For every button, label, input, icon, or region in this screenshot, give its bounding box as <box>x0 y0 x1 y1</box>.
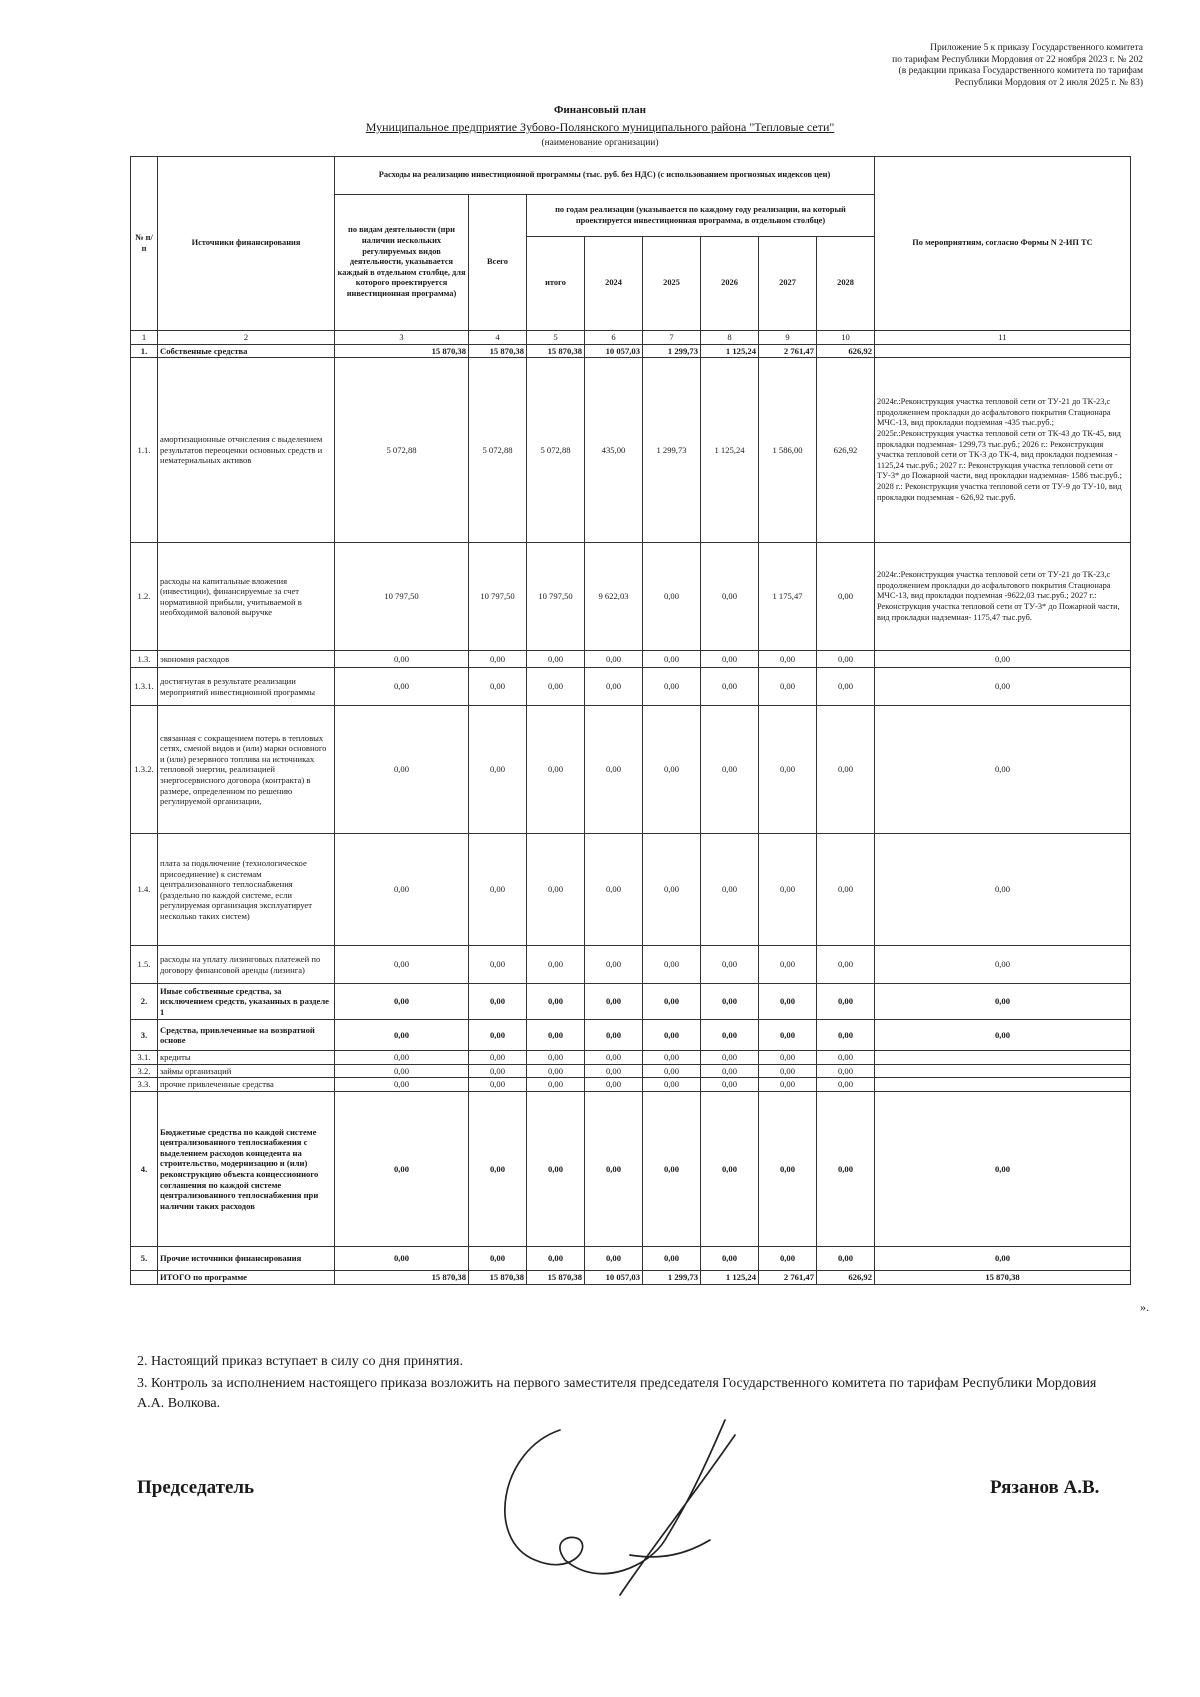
row-measure-note: 0,00 <box>875 946 1131 984</box>
row-value-y2028: 0,00 <box>817 1246 875 1270</box>
row-value-y2028: 626,92 <box>817 344 875 358</box>
organization-name-text: Муниципальное предприятие Зубово-Полянского муниципального района "Тепловые сети" <box>365 120 835 134</box>
row-value-y2025: 0,00 <box>643 1051 701 1065</box>
row-value-y2026: 1 125,24 <box>701 344 759 358</box>
row-value-total: 0,00 <box>469 1078 527 1092</box>
row-source-label: Собственные средства <box>158 344 335 358</box>
row-value-y2025: 0,00 <box>643 651 701 668</box>
row-value-y2026: 1 125,24 <box>701 1270 759 1284</box>
row-value-y2027: 0,00 <box>759 984 817 1020</box>
row-measure-note <box>875 344 1131 358</box>
row-value-y2025: 0,00 <box>643 984 701 1020</box>
row-value-y2026: 0,00 <box>701 984 759 1020</box>
row-value-y2027: 0,00 <box>759 668 817 706</box>
row-number: 1.1. <box>131 358 158 543</box>
row-value-y2025: 0,00 <box>643 946 701 984</box>
row-measure-note: 0,00 <box>875 668 1131 706</box>
row-source-label: прочие привлеченные средства <box>158 1078 335 1092</box>
column-number: 1 <box>131 331 158 345</box>
row-value-y2027: 1 175,47 <box>759 543 817 651</box>
row-number: 4. <box>131 1091 158 1246</box>
row-number: 1.3. <box>131 651 158 668</box>
row-number: 3. <box>131 1020 158 1051</box>
row-value-y2026: 0,00 <box>701 1091 759 1246</box>
row-value-y2024: 0,00 <box>585 668 643 706</box>
row-value-itogo: 0,00 <box>527 984 585 1020</box>
row-value-y2025: 1 299,73 <box>643 358 701 543</box>
document-title: Финансовый план <box>553 104 647 116</box>
row-value-activity: 0,00 <box>335 1091 469 1246</box>
row-value-y2026: 1 125,24 <box>701 358 759 543</box>
row-value-y2026: 0,00 <box>701 706 759 834</box>
row-measure-note: 0,00 <box>875 834 1131 946</box>
table-row <box>131 834 1131 946</box>
row-value-activity: 0,00 <box>335 984 469 1020</box>
row-value-y2028: 0,00 <box>817 1091 875 1246</box>
table-row <box>131 358 1131 543</box>
row-value-y2028: 0,00 <box>817 706 875 834</box>
row-value-itogo: 0,00 <box>527 1064 585 1078</box>
row-value-y2028: 0,00 <box>817 1051 875 1065</box>
row-source-label: достигнутая в результате реализации мероприятий инвестиционной программы <box>158 668 335 706</box>
table-body <box>131 344 1131 1284</box>
row-value-itogo: 0,00 <box>527 706 585 834</box>
row-value-total: 0,00 <box>469 1051 527 1065</box>
row-value-y2026: 0,00 <box>701 1051 759 1065</box>
table-row <box>131 1020 1131 1051</box>
row-number: 3.3. <box>131 1078 158 1092</box>
table-row <box>131 946 1131 984</box>
row-value-y2028: 0,00 <box>817 946 875 984</box>
signatory-name: Рязанов А.В. <box>990 1477 1100 1498</box>
header-year: 2026 <box>701 237 759 331</box>
row-value-y2026: 0,00 <box>701 651 759 668</box>
row-value-activity: 0,00 <box>335 668 469 706</box>
row-value-total: 0,00 <box>469 706 527 834</box>
header-num: № п/п <box>131 157 158 331</box>
header-year: 2027 <box>759 237 817 331</box>
row-value-total: 10 797,50 <box>469 543 527 651</box>
row-value-total: 15 870,38 <box>469 1270 527 1284</box>
row-value-y2025: 0,00 <box>643 1091 701 1246</box>
appendix-line: по тарифам Республики Мордовия от 22 ноября 2023 г. № 202 <box>892 54 1143 65</box>
column-number: 9 <box>759 331 817 345</box>
table-row <box>131 1091 1131 1246</box>
row-number: 5. <box>131 1246 158 1270</box>
row-source-label: Прочие источники финансирования <box>158 1246 335 1270</box>
row-value-activity: 0,00 <box>335 1078 469 1092</box>
row-value-itogo: 0,00 <box>527 651 585 668</box>
row-value-y2028: 0,00 <box>817 1064 875 1078</box>
handwritten-signature <box>480 1390 810 1610</box>
row-value-y2028: 0,00 <box>817 1078 875 1092</box>
row-source-label: расходы на уплату лизинговых платежей по договору финансовой аренды (лизинга) <box>158 946 335 984</box>
appendix-header <box>743 43 1143 89</box>
row-value-y2025: 0,00 <box>643 1078 701 1092</box>
row-number: 3.1. <box>131 1051 158 1065</box>
row-value-y2026: 0,00 <box>701 1246 759 1270</box>
row-value-y2026: 0,00 <box>701 1020 759 1051</box>
row-value-y2027: 2 761,47 <box>759 1270 817 1284</box>
row-source-label: ИТОГО по программе <box>158 1270 335 1284</box>
header-by-years: по годам реализации (указывается по каждому году реализации, на который проектируется инвестиционная программа, в отдельном столбце) <box>527 195 875 237</box>
row-value-y2027: 0,00 <box>759 834 817 946</box>
row-source-label: Средства, привлеченные на возвратной основе <box>158 1020 335 1051</box>
appendix-line: Республики Мордовия от 2 июля 2025 г. № 83) <box>954 77 1143 88</box>
header-measures: По мероприятиям, согласно Формы N 2-ИП ТС <box>875 157 1131 331</box>
row-value-y2027: 0,00 <box>759 651 817 668</box>
row-value-y2024: 0,00 <box>585 706 643 834</box>
row-value-y2028: 0,00 <box>817 668 875 706</box>
table-row <box>131 1078 1131 1092</box>
row-measure-note <box>875 1064 1131 1078</box>
organization-name <box>0 120 1200 135</box>
table-row <box>131 668 1131 706</box>
row-source-label: займы организаций <box>158 1064 335 1078</box>
row-source-label: расходы на капитальные вложения (инвестиции), финансируемые за счет нормативной прибыли, учитываемой в необходимой валовой выручке <box>158 543 335 651</box>
row-value-activity: 0,00 <box>335 706 469 834</box>
row-value-y2025: 0,00 <box>643 543 701 651</box>
column-number: 3 <box>335 331 469 345</box>
row-value-y2027: 2 761,47 <box>759 344 817 358</box>
row-value-y2028: 0,00 <box>817 834 875 946</box>
row-value-y2024: 0,00 <box>585 1020 643 1051</box>
column-number: 7 <box>643 331 701 345</box>
column-number: 2 <box>158 331 335 345</box>
row-value-y2025: 0,00 <box>643 834 701 946</box>
appendix-line: (в редакции приказа Государственного комитета по тарифам <box>898 66 1143 76</box>
row-value-y2027: 0,00 <box>759 946 817 984</box>
row-value-y2027: 0,00 <box>759 1246 817 1270</box>
row-value-y2028: 0,00 <box>817 543 875 651</box>
row-value-activity: 15 870,38 <box>335 1270 469 1284</box>
table-row <box>131 651 1131 668</box>
row-value-y2028: 0,00 <box>817 1020 875 1051</box>
table-row <box>131 706 1131 834</box>
header-expenses: Расходы на реализацию инвестиционной программы (тыс. руб. без НДС) (с использованием прогнозных индексов цен) <box>335 157 875 195</box>
column-number: 11 <box>875 331 1131 345</box>
row-value-y2026: 0,00 <box>701 668 759 706</box>
row-value-y2024: 0,00 <box>585 1246 643 1270</box>
row-value-y2027: 0,00 <box>759 706 817 834</box>
table-row <box>131 1270 1131 1284</box>
row-value-total: 15 870,38 <box>469 344 527 358</box>
row-value-y2028: 626,92 <box>817 1270 875 1284</box>
row-value-y2025: 1 299,73 <box>643 1270 701 1284</box>
organization-caption: (наименование организации) <box>541 138 659 148</box>
row-value-activity: 0,00 <box>335 946 469 984</box>
row-value-total: 0,00 <box>469 668 527 706</box>
row-value-itogo: 15 870,38 <box>527 1270 585 1284</box>
row-measure-note <box>875 1051 1131 1065</box>
row-number: 3.2. <box>131 1064 158 1078</box>
row-measure-note <box>875 1078 1131 1092</box>
signatory-position: Председатель <box>137 1477 255 1498</box>
row-value-y2024: 0,00 <box>585 1091 643 1246</box>
row-measure-note: 15 870,38 <box>875 1270 1131 1284</box>
row-value-y2027: 0,00 <box>759 1020 817 1051</box>
row-value-activity: 0,00 <box>335 1064 469 1078</box>
table-row <box>131 1246 1131 1270</box>
row-number: 1.2. <box>131 543 158 651</box>
row-number: 1.3.2. <box>131 706 158 834</box>
row-source-label: связанная с сокращением потерь в тепловых сетях, сменой видов и (или) марки основного и (или) резервного топлива на источниках тепловой энергии, реализацией энергосервисного договора (контракта) в размере, определенном по решению регулируемой организации, <box>158 706 335 834</box>
header-year: 2028 <box>817 237 875 331</box>
paragraph-effective-date: 2. Настоящий приказ вступает в силу со дня принятия. <box>137 1354 463 1369</box>
row-value-itogo: 15 870,38 <box>527 344 585 358</box>
header-itogo: итого <box>527 237 585 331</box>
row-value-y2027: 1 586,00 <box>759 358 817 543</box>
row-value-y2028: 0,00 <box>817 651 875 668</box>
row-value-total: 0,00 <box>469 651 527 668</box>
header-by-activity: по видам деятельности (при наличии нескольких регулируемых видов деятельности, указывается каждый в отдельном столбце, для которого проектируется инвестиционная программа) <box>335 195 469 331</box>
row-value-activity: 10 797,50 <box>335 543 469 651</box>
row-measure-note: 0,00 <box>875 984 1131 1020</box>
row-measure-note: 0,00 <box>875 1091 1131 1246</box>
row-value-itogo: 0,00 <box>527 1020 585 1051</box>
row-value-activity: 0,00 <box>335 1246 469 1270</box>
row-measure-note: 2024г.:Реконструкция участка тепловой сети от ТУ-21 до ТК-23,с продолжением прокладки до асфальтового покрытия Стационара МЧС-13, вид прокладки подземная -435 тыс.руб.; 2025г.:Реконструкция участка тепловой сети от ТК-43 до ТК-45, вид прокладки подземная- 1299,73 тыс.руб.; 2026 г.: Реконструкция участка тепловой сети от ТК-3 до ТК-4, вид прокладки подземная - 1125,24 тыс.руб.; 2027 г.: Реконструкция участка тепловой сети от ТУ-3* до Пожарной части, вид прокладки надземная- 1586 тыс.руб.; 2028 г.: Реконструкция участка тепловой сети от ТУ-9 до ТУ-10, вид прокладки подземная - 626,92 тыс.руб. <box>875 358 1131 543</box>
row-value-y2024: 0,00 <box>585 1064 643 1078</box>
row-value-total: 0,00 <box>469 1091 527 1246</box>
header-year: 2025 <box>643 237 701 331</box>
row-value-itogo: 0,00 <box>527 1051 585 1065</box>
row-value-y2027: 0,00 <box>759 1064 817 1078</box>
row-source-label: кредиты <box>158 1051 335 1065</box>
row-value-y2025: 0,00 <box>643 1064 701 1078</box>
column-number: 4 <box>469 331 527 345</box>
row-source-label: амортизационные отчисления с выделением результатов переоценки основных средств и нематериальных активов <box>158 358 335 543</box>
row-value-y2025: 1 299,73 <box>643 344 701 358</box>
row-value-itogo: 0,00 <box>527 668 585 706</box>
row-number: 1.4. <box>131 834 158 946</box>
row-number: 1.3.1. <box>131 668 158 706</box>
row-value-activity: 0,00 <box>335 651 469 668</box>
row-source-label: экономия расходов <box>158 651 335 668</box>
row-value-activity: 5 072,88 <box>335 358 469 543</box>
row-value-y2024: 10 057,03 <box>585 344 643 358</box>
row-value-y2026: 0,00 <box>701 834 759 946</box>
row-value-total: 0,00 <box>469 1246 527 1270</box>
column-number-row <box>131 331 1131 345</box>
row-number: 1. <box>131 344 158 358</box>
row-value-y2025: 0,00 <box>643 706 701 834</box>
row-value-itogo: 10 797,50 <box>527 543 585 651</box>
row-value-activity: 15 870,38 <box>335 344 469 358</box>
row-value-y2024: 0,00 <box>585 984 643 1020</box>
row-value-total: 0,00 <box>469 946 527 984</box>
row-value-y2024: 0,00 <box>585 1051 643 1065</box>
row-measure-note: 0,00 <box>875 1246 1131 1270</box>
row-value-y2025: 0,00 <box>643 1246 701 1270</box>
table-row <box>131 1051 1131 1065</box>
financial-plan-table <box>130 156 1131 1285</box>
table-row <box>131 1064 1131 1078</box>
row-value-y2026: 0,00 <box>701 1078 759 1092</box>
row-source-label: Бюджетные средства по каждой системе централизованного теплоснабжения с выделением расходов концедента на строительство, модернизацию и (или) реконструкцию объекта концессионного соглашения по каждой системе централизованного теплоснабжения при наличии таких расходов <box>158 1091 335 1246</box>
row-source-label: плата за подключение (технологическое присоединение) к системам централизованного теплоснабжения (раздельно по каждой системе, если регулируемая организация эксплуатирует несколько таких систем) <box>158 834 335 946</box>
row-measure-note: 2024г.:Реконструкция участка тепловой сети от ТУ-21 до ТК-23,с продолжением прокладки до асфальтового покрытия Стационара МЧС-13, вид прокладки подземная -9622,03 тыс.руб.; 2027 г.: Реконструкция участка тепловой сети от ТУ-3* до Пожарной части, вид прокладки надземная- 1175,47 тыс.руб. <box>875 543 1131 651</box>
row-value-total: 0,00 <box>469 984 527 1020</box>
row-number: 2. <box>131 984 158 1020</box>
row-value-y2028: 0,00 <box>817 984 875 1020</box>
row-value-activity: 0,00 <box>335 834 469 946</box>
row-source-label: Иные собственные средства, за исключением средств, указанных в разделе 1 <box>158 984 335 1020</box>
row-value-y2024: 0,00 <box>585 946 643 984</box>
row-number <box>131 1270 158 1284</box>
row-value-total: 0,00 <box>469 1020 527 1051</box>
appendix-line: Приложение 5 к приказу Государственного комитета <box>930 43 1143 53</box>
row-value-y2024: 0,00 <box>585 1078 643 1092</box>
row-value-y2024: 435,00 <box>585 358 643 543</box>
row-value-itogo: 0,00 <box>527 1246 585 1270</box>
row-value-itogo: 0,00 <box>527 1091 585 1246</box>
row-value-itogo: 0,00 <box>527 1078 585 1092</box>
header-total: Всего <box>469 195 527 331</box>
row-value-y2028: 626,92 <box>817 358 875 543</box>
row-measure-note: 0,00 <box>875 706 1131 834</box>
row-value-y2024: 10 057,03 <box>585 1270 643 1284</box>
header-source: Источники финансирования <box>158 157 335 331</box>
row-value-total: 5 072,88 <box>469 358 527 543</box>
row-value-y2024: 0,00 <box>585 651 643 668</box>
row-value-itogo: 5 072,88 <box>527 358 585 543</box>
table-row <box>131 543 1131 651</box>
column-number: 6 <box>585 331 643 345</box>
row-value-total: 0,00 <box>469 834 527 946</box>
table-row <box>131 344 1131 358</box>
table-row <box>131 984 1131 1020</box>
row-measure-note: 0,00 <box>875 651 1131 668</box>
closing-quote-mark: ». <box>1140 1300 1149 1314</box>
column-number: 8 <box>701 331 759 345</box>
row-value-activity: 0,00 <box>335 1051 469 1065</box>
row-value-y2026: 0,00 <box>701 543 759 651</box>
row-value-itogo: 0,00 <box>527 946 585 984</box>
row-value-y2025: 0,00 <box>643 1020 701 1051</box>
row-value-y2027: 0,00 <box>759 1078 817 1092</box>
row-value-y2024: 0,00 <box>585 834 643 946</box>
header-year: 2024 <box>585 237 643 331</box>
row-value-y2026: 0,00 <box>701 946 759 984</box>
row-value-y2027: 0,00 <box>759 1051 817 1065</box>
row-value-y2025: 0,00 <box>643 668 701 706</box>
row-value-total: 0,00 <box>469 1064 527 1078</box>
column-number: 10 <box>817 331 875 345</box>
row-measure-note: 0,00 <box>875 1020 1131 1051</box>
paragraph-control: 3. Контроль за исполнением настоящего приказа возложить на первого заместителя председателя Государственного комитета по тарифам Республики Мордовия А.А. Волкова. <box>137 1376 1097 1411</box>
row-value-itogo: 0,00 <box>527 834 585 946</box>
row-value-y2027: 0,00 <box>759 1091 817 1246</box>
row-value-activity: 0,00 <box>335 1020 469 1051</box>
row-value-y2026: 0,00 <box>701 1064 759 1078</box>
row-number: 1.5. <box>131 946 158 984</box>
row-value-y2024: 9 622,03 <box>585 543 643 651</box>
column-number: 5 <box>527 331 585 345</box>
